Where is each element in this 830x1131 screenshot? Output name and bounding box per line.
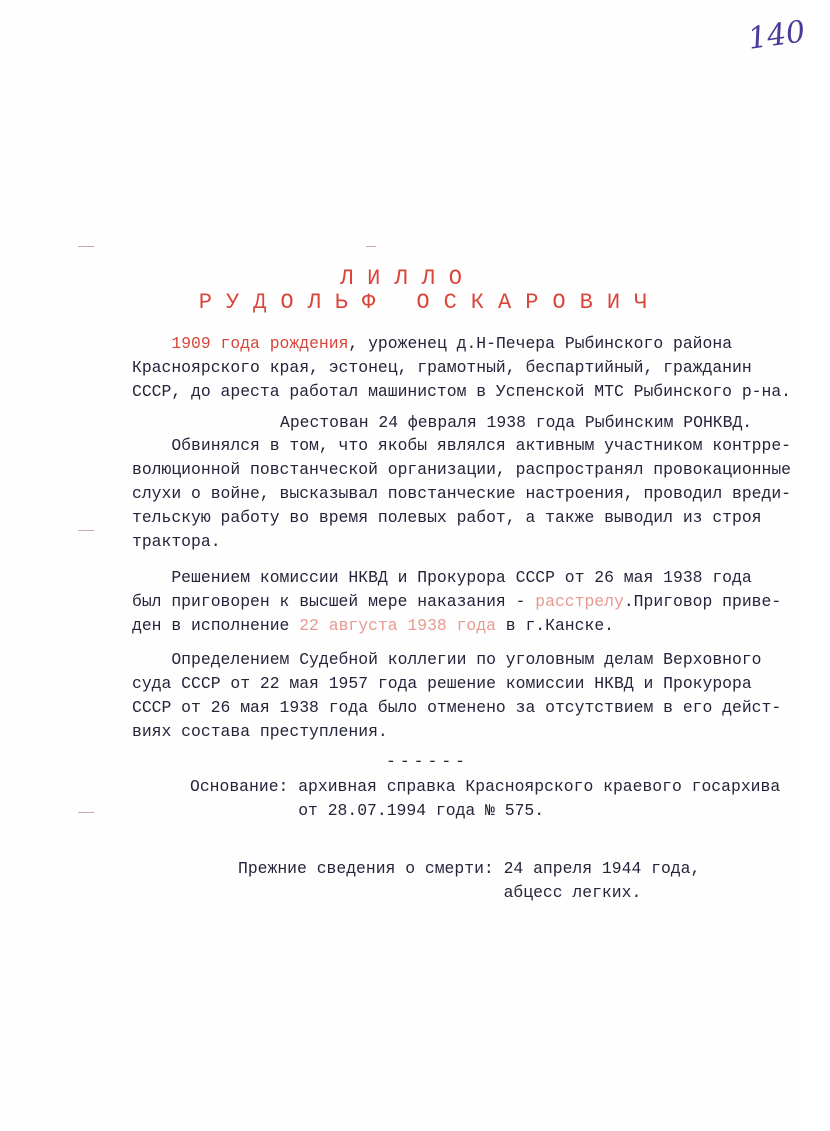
surname-heading: ЛИЛЛО <box>339 266 476 291</box>
charges-line: трактора. <box>132 532 221 551</box>
sentence-line: Решением комиссии НКВД и Прокурора СССР от 26 мая 1938 года <box>132 568 752 587</box>
arrest-line: Арестован 24 февраля 1938 года Рыбинским РОНКВД. <box>280 413 753 432</box>
rehabilitation-paragraph <box>132 648 781 744</box>
sentence-line: ден в исполнение <box>132 616 300 635</box>
basis-line: от 28.07.1994 года № 575. <box>190 801 545 820</box>
biography-paragraph <box>132 332 791 404</box>
margin-mark <box>78 812 94 813</box>
rehabilitation-line: виях состава преступления. <box>132 722 388 741</box>
rehabilitation-line: суда СССР от 22 мая 1957 года решение комиссии НКВД и Прокурора <box>132 674 752 693</box>
rehabilitation-line: СССР от 26 мая 1938 года было отменено за отсутствием в его дейст- <box>132 698 782 717</box>
margin-mark <box>366 246 376 247</box>
charges-line: волюционной повстанческой организации, распространял провокационные <box>132 460 792 479</box>
sentence-paragraph <box>132 566 781 638</box>
birth-year-text: 1909 года рождения <box>171 334 349 353</box>
birthplace-text: , уроженец д.Н-Печера Рыбинского района <box>348 334 733 353</box>
prior-info-line: Прежние сведения о смерти: 24 апреля 1944 года, <box>238 859 701 878</box>
biography-line: СССР, до ареста работал машинистом в Успенской МТС Рыбинского р-на. <box>132 382 792 401</box>
basis-note <box>190 775 780 823</box>
rehabilitation-line: Определением Судебной коллегии по уголовным делам Верховного <box>132 650 762 669</box>
basis-line: Основание: архивная справка Красноярского краевого госархива <box>190 777 781 796</box>
charges-line: слухи о войне, высказывал повстанческие настроения, проводил вреди- <box>132 484 792 503</box>
sentence-line: был приговорен к высшей мере наказания - <box>132 592 536 611</box>
prior-info-line: абцесс легких. <box>238 883 642 902</box>
sentence-penalty-text: расстрелу <box>535 592 624 611</box>
margin-mark <box>78 530 94 531</box>
separator-dashes: ------ <box>386 752 470 771</box>
charges-line: Обвинялся в том, что якобы являлся активным участником контрре- <box>132 436 792 455</box>
sentence-line: в г.Канске. <box>495 616 614 635</box>
prior-death-info <box>238 857 700 905</box>
charges-paragraph <box>132 434 791 554</box>
execution-date-text: 22 августа 1938 года <box>299 616 496 635</box>
margin-mark <box>78 246 94 247</box>
charges-line: тельскую работу во время полевых работ, а также выводил из строя <box>132 508 762 527</box>
biography-line: Красноярского края, эстонец, грамотный, беспартийный, гражданин <box>132 358 752 377</box>
sentence-line: .Приговор приве- <box>623 592 782 611</box>
given-names-heading: РУДОЛЬФ ОСКАРОВИЧ <box>198 290 662 315</box>
handwritten-page-number: 140 <box>745 14 808 57</box>
